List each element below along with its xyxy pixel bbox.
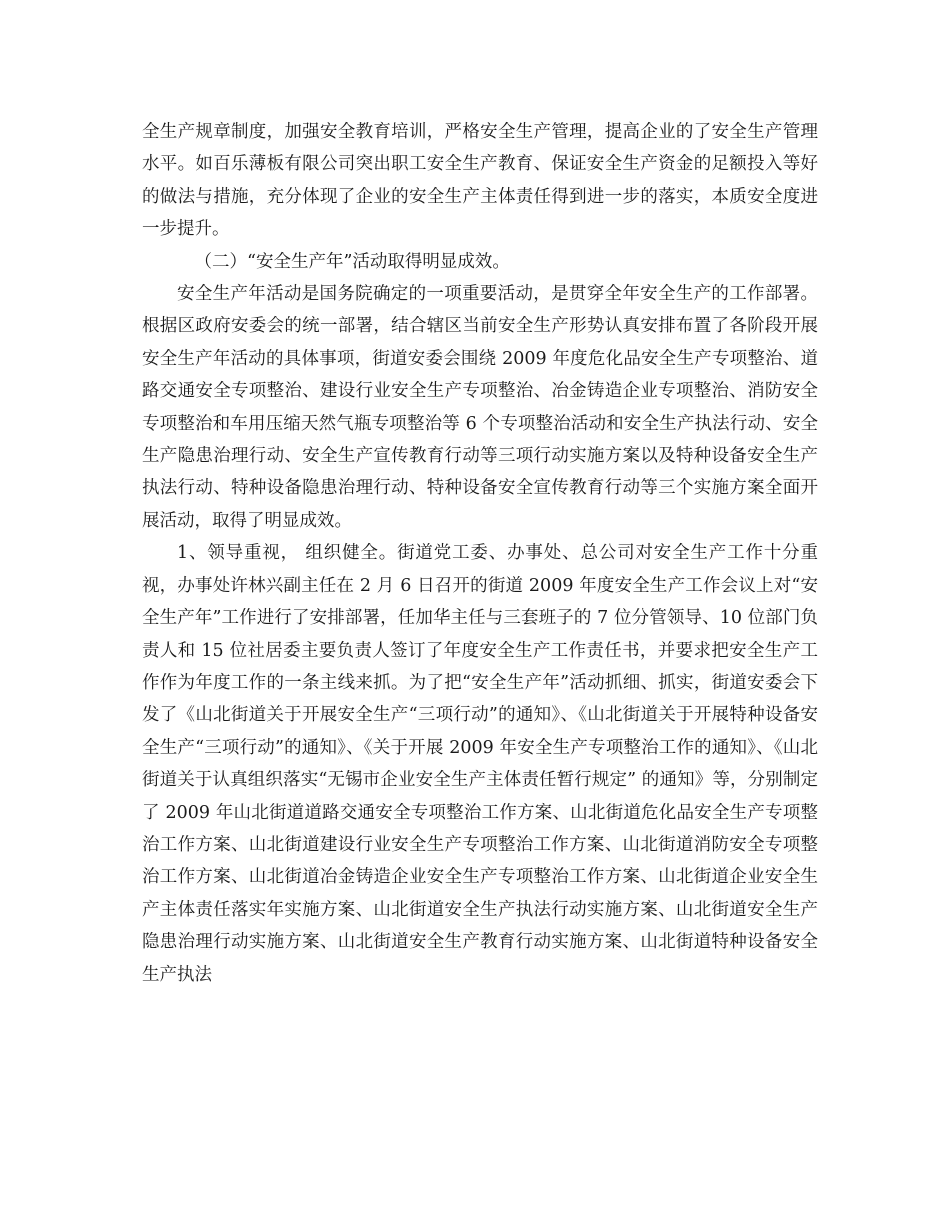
paragraph-continuation: 全生产规章制度，加强安全教育培训，严格安全生产管理，提高企业的了安全生产管理水平。如百乐薄板有限公司突出职工安全生产教育、保证安全生产资金的足额投入等好的做法与措施，充分体现了企业的安全生产主体责任得到进一步的落实，本质安全度进一步提升。 (142, 122, 818, 240)
section-heading: （二）“安全生产年”活动取得明显成效。 (194, 251, 510, 272)
paragraph-leadership: 1、领导重视， 组织健全。街道党工委、办事处、总公司对安全生产工作十分重视，办事处许林兴副主任在 2 月 6 日召开的街道 2009 年度安全生产工作会议上对“安全生产年”工作进行了安排部署，任加华主任与三套班子的 7 位分管领导、10 位部门负责人和 15 位社居委主要负责人签订了年度安全生产工作责任书，并要求把安全生产工作作为年度工作的一条主线来抓。为了把“安全生产年”活动抓细、抓实，街道安委会下发了《山北街道关于开展安全生产“三项行动”的通知》、《山北街道关于开展特种设备安全生产“三项行动”的通知》、《关于开展 2009 年安全生产专项整治工作的通知》、《山北街道关于认真组织落实“无锡市企业安全生产主体责任暂行规定” 的通知》等，分别制定了 2009 年山北街道道路交通安全专项整治工作方案、山北街道危化品安全生产专项整治工作方案、山北街道建设行业安全生产专项整治工作方案、山北街道消防安全专项整治工作方案、山北街道冶金铸造企业安全生产专项整治工作方案、山北街道企业安全生产主体责任落实年实施方案、山北街道安全生产执法行动实施方案、山北街道安全生产隐患治理行动实施方案、山北街道安全生产教育行动实施方案、山北街道特种设备安全生产执法 (142, 543, 818, 985)
paragraph-safety-year: 安全生产年活动是国务院确定的一项重要活动，是贯穿全年安全生产的工作部署。根据区政府安委会的统一部署，结合辖区当前安全生产形势认真安排布置了各阶段开展安全生产年活动的具体事项，街道安委会围绕 2009 年度危化品安全生产专项整治、道路交通安全专项整治、建设行业安全生产专项整治、冶金铸造企业专项整治、消防安全专项整治和车用压缩天然气瓶专项整治等 6 个专项整治活动和安全生产执法行动、安全生产隐患治理行动、安全生产宣传教育行动等三项行动实施方案以及特种设备安全生产执法行动、特种设备隐患治理行动、特种设备安全宣传教育行动等三个实施方案全面开展活动，取得了明显成效。 (142, 284, 818, 531)
document-body (142, 116, 818, 991)
